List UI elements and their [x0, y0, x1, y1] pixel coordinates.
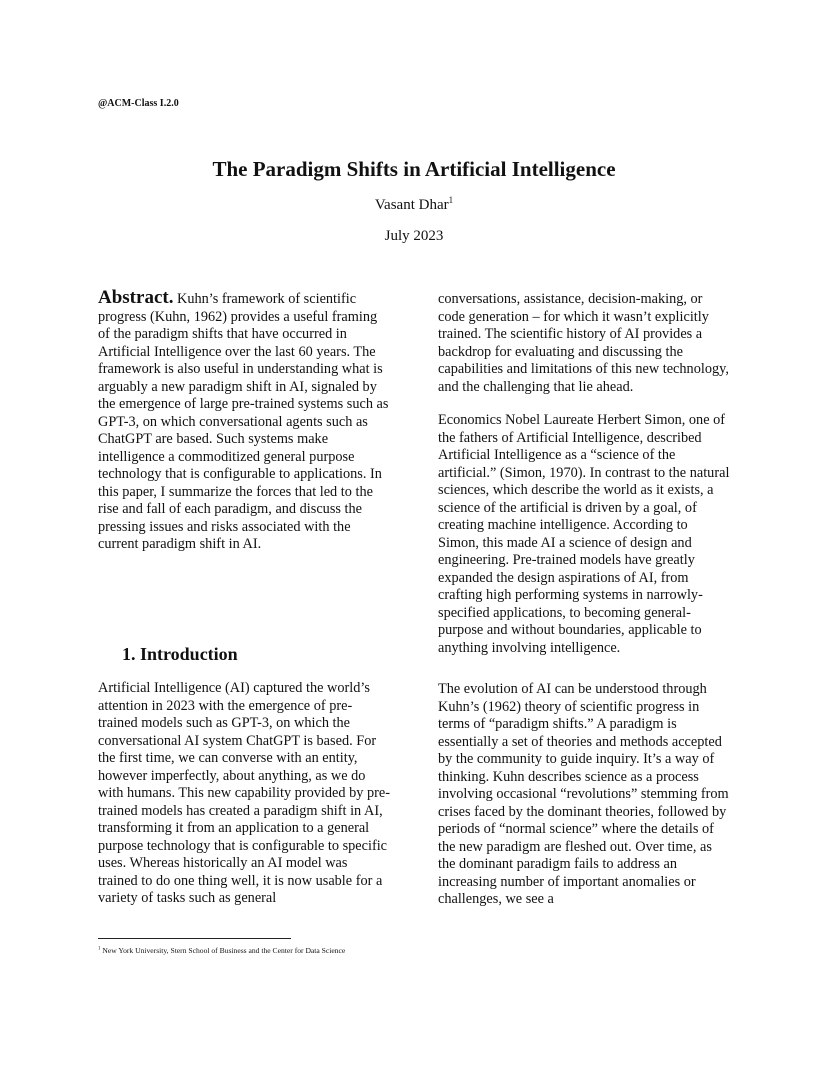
footnote-divider	[98, 938, 291, 939]
paper-title: The Paradigm Shifts in Artificial Intelligence	[212, 157, 616, 181]
paragraph-text: The evolution of AI can be understood through Kuhn’s (1962) theory of scientific progress in terms of “paradigm shifts.” A paradigm is essentially a set of theories and methods accepted by the community to guide inquiry. It’s a way of thinking. Kuhn describes science as a process involving occasional “revolutions” stemming from crises faced by the dominant theories, followed by periods of “normal science” where the details of the new paradigm are fleshed out. Over time, as the dominant paradigm fails to address an increasing number of important anomalies or challenges, we see a	[438, 681, 729, 907]
paper-date: July 2023	[384, 228, 444, 244]
footnote-text: New York University, Stern School of Business and the Center for Data Science	[102, 946, 346, 955]
right-column-paragraph-1	[438, 291, 732, 396]
paragraph-text: conversations, assistance, decision-making, or code generation – for which it wasn’t explicitly trained. The scientific history of AI provides a backdrop for evaluating and discussing the capabilities and limitations of this new technology, and the challenging that lie ahead.	[438, 291, 729, 395]
paragraph-text: Economics Nobel Laureate Herbert Simon, one of the fathers of Artificial Intelligence, described Artificial Intelligence as a “science of the artificial.” (Simon, 1970). In contrast to the natural sciences, which describe the world as it exists, a science of the artificial is driven by a goal, of creating machine intelligence. According to Simon, this made AI a science of design and engineering. Pre-trained models have greatly expanded the design aspirations of AI, from crafting high performing systems in narrowly-specified applications, to becoming general-purpose and without boundaries, applicable to anything involving intelligence.	[438, 412, 730, 656]
abstract-heading: Abstract.	[98, 287, 174, 308]
introduction-heading: 1. Introduction	[122, 644, 238, 664]
introduction-paragraph-1: Artificial Intelligence (AI) captured the world’s attention in 2023 with the emergence of pre-trained models such as GPT-3, on which the conversational AI system ChatGPT is based. For the first time, we can converse with an entity, however imperfectly, about anything, as we do with humans. This new capability provided by pre-trained models has created a paradigm shift in AI, transforming it from an application to a general purpose technology that is configurable to specific uses. Whereas historically an AI model was trained to do one thing well, it is now usable for a variety of tasks such as general	[98, 680, 390, 906]
footnote-mark: 1	[98, 946, 101, 952]
footnote	[98, 946, 345, 955]
author-name: Vasant Dhar	[374, 197, 449, 213]
right-column-paragraph-3	[438, 681, 732, 909]
introduction-section	[98, 680, 390, 908]
abstract-paragraph	[98, 289, 390, 554]
right-column-paragraph-2	[438, 412, 732, 657]
author-footnote-mark: 1	[448, 195, 454, 205]
abstract-section	[98, 289, 390, 554]
abstract-text: Kuhn’s framework of scientific progress (Kuhn, 1962) provides a useful framing of the paradigm shifts that have occurred in Artificial Intelligence over the last 60 years. The framework is also useful in understanding what is arguably a new paradigm shift in AI, signaled by the emergence of large pre-trained systems such as GPT-3, on which conversational agents such as ChatGPT are based. Such systems make intelligence a commoditized general purpose technology that is configurable to applications. In this paper, I summarize the forces that led to the rise and fall of each paradigm, and discuss the pressing issues and risks associated with the current paradigm shift in AI.	[98, 291, 389, 552]
author-line	[0, 195, 828, 214]
acm-class-label: @ACM-Class I.2.0	[98, 98, 179, 109]
